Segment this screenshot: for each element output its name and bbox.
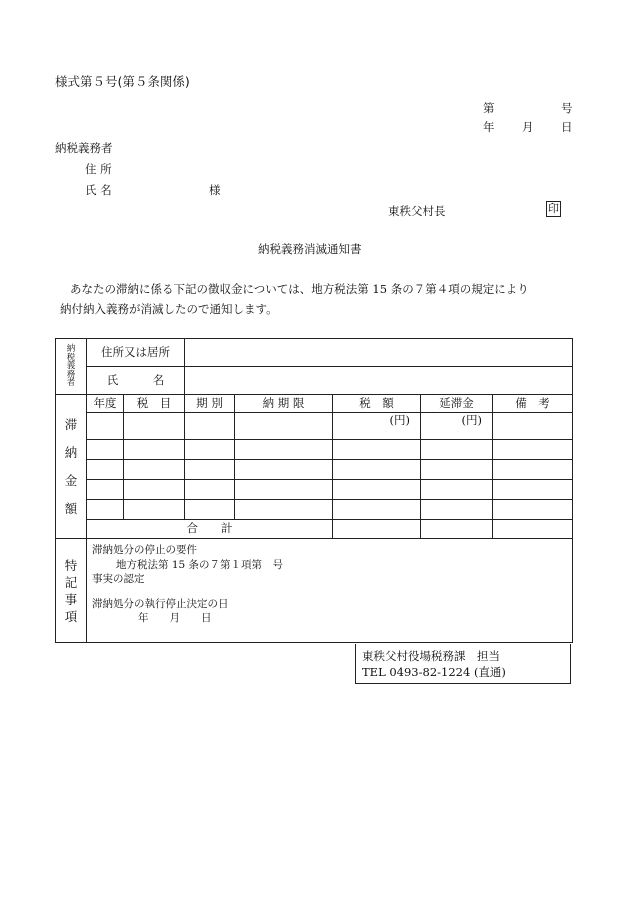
- total-remarks-cell: [493, 520, 573, 539]
- address-label: 住 所: [85, 162, 112, 176]
- notes-line3: 事実の認定: [92, 573, 145, 585]
- contact-tel: TEL 0493-82-1224 (直通): [362, 665, 506, 679]
- yen-unit-late-fee: (円): [421, 413, 493, 440]
- honorific: 様: [209, 183, 221, 197]
- contact-box: [355, 644, 571, 684]
- notes-line2: 地方税法第 15 条の７第１項第 号: [116, 558, 284, 571]
- header-tax-item: 税 目: [124, 395, 185, 413]
- special-notes-label: 特 記 事 項: [56, 539, 87, 643]
- issuer-name: 東秩父村長: [388, 204, 446, 218]
- address-value-cell: [185, 339, 573, 367]
- body-text-line1: あなたの滞納に係る下記の徴収金については、地方税法第 15 条の７第４項の規定により: [70, 282, 529, 296]
- contact-office: 東秩父村役場税務課 担当: [362, 649, 500, 663]
- total-row: [56, 520, 573, 539]
- date-day: 日: [561, 120, 573, 134]
- table-row: [56, 413, 573, 440]
- taxpayer-address-row: [56, 339, 573, 367]
- header-remarks: 備 考: [493, 395, 573, 413]
- notes-line4: 滞納処分の執行停止決定の日: [92, 597, 229, 610]
- name-row-label: 氏 名: [87, 367, 185, 395]
- taxpayer-label: 納 税 義 務 者: [56, 339, 87, 395]
- notes-line1: 滞納処分の停止の要件: [92, 544, 197, 556]
- name-label: 氏 名: [85, 183, 112, 197]
- arrears-label: 滞 納 金 額: [56, 395, 87, 539]
- total-label: 合 計: [87, 520, 333, 539]
- notes-line5: 年 月 日: [138, 612, 212, 624]
- date-year: 年: [483, 120, 495, 134]
- taxpayer-name-row: [56, 367, 573, 395]
- recipient-heading: 納税義務者: [55, 141, 113, 155]
- header-due-date: 納 期 限: [235, 395, 333, 413]
- document-title: 納税義務消滅通知書: [258, 242, 362, 256]
- total-late-fee-cell: [421, 520, 493, 539]
- header-tax-amount: 税 額: [333, 395, 421, 413]
- body-text-line2: 納付納入義務が消滅したので通知します。: [60, 302, 278, 316]
- number-suffix: 号: [561, 101, 573, 115]
- header-year: 年度: [87, 395, 124, 413]
- header-late-fee: 延滞金: [421, 395, 493, 413]
- table-row: [56, 480, 573, 500]
- date-month: 月: [522, 120, 534, 134]
- address-row-label: 住所又は居所: [87, 339, 185, 367]
- name-value-cell: [185, 367, 573, 395]
- header-row: [56, 395, 573, 413]
- table-row: [56, 460, 573, 480]
- table-row: [56, 500, 573, 520]
- special-notes-content: [87, 539, 573, 643]
- total-tax-cell: [333, 520, 421, 539]
- table-row: [56, 440, 573, 460]
- arrears-table: [55, 338, 573, 643]
- seal-mark: 印: [548, 202, 559, 215]
- special-notes-row: [56, 539, 573, 643]
- number-prefix: 第: [483, 101, 495, 115]
- header-period: 期 別: [185, 395, 235, 413]
- yen-unit-tax: (円): [333, 413, 421, 440]
- form-number: 様式第５号(第５条関係): [55, 74, 190, 89]
